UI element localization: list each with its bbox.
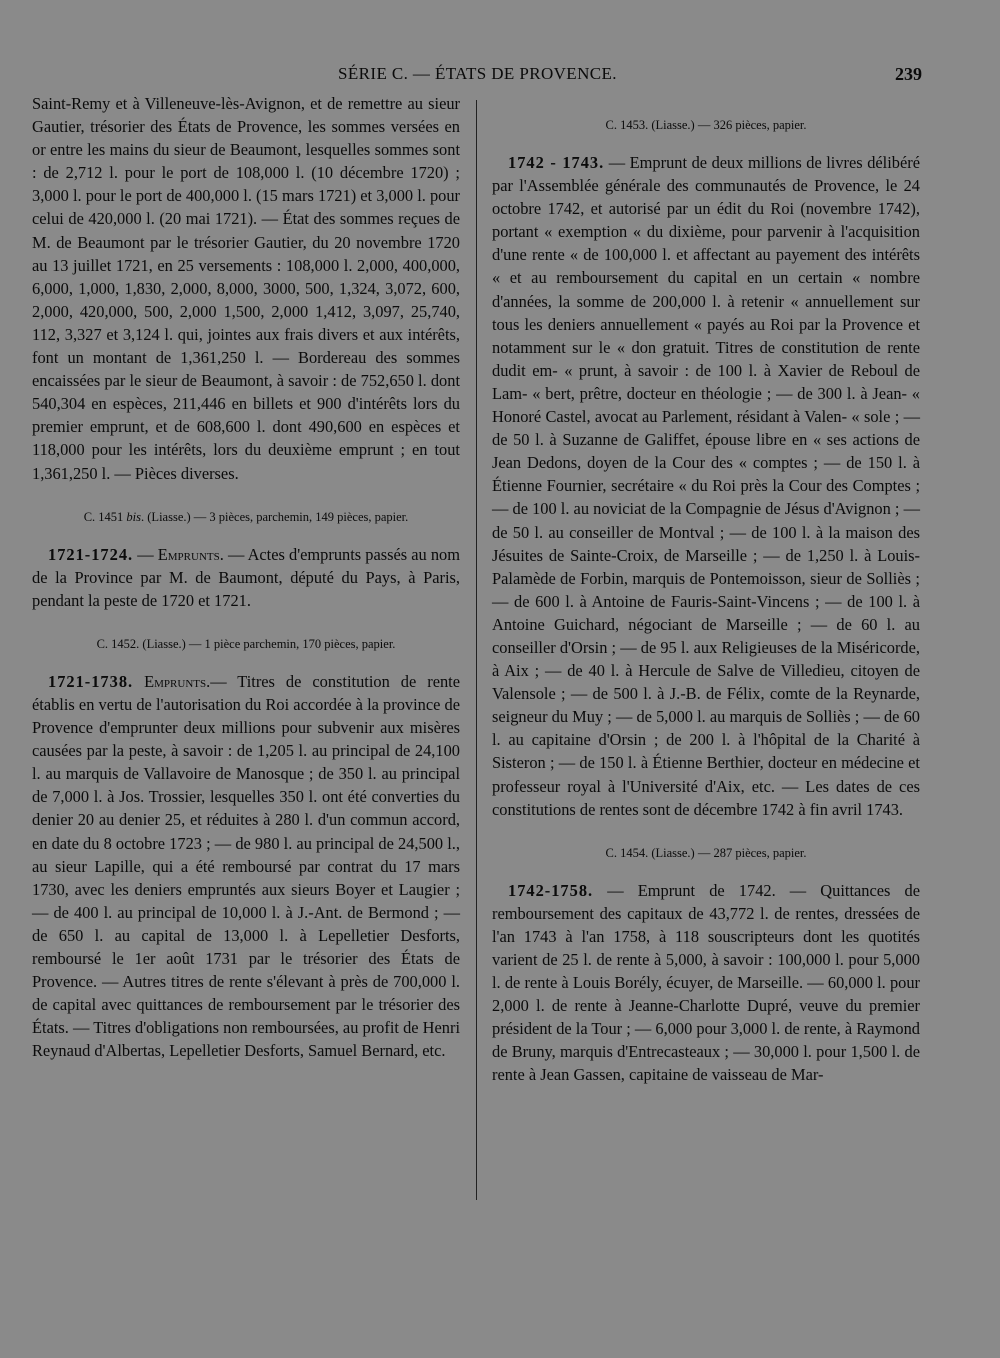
entry-text: — Emprunt de 1742. — Quittances de remboursement des capitaux de 43,772 l. de rentes, dressées de l'an 1743 à l'an 1758, à 118 souscripteurs dont les quotités varient de 25 l. de rente à 5,000, à savoir : 100,000 l. pour 5,000 l. de rente à Louis Borély, écuyer, de Marseille. — 60,000 l. pour 2,000 l. de rente à Jeanne-Charlotte Dupré, veuve du premier président de la Tour ; — 6,000 pour 3,000 l. de rente, à Raymond de Bruny, marquis d'Entrecasteaux ; — 30,000 l. pour 1,500 l. de rente à Jean Gassen, capitaine de vaisseau de Mar- <box>492 880 920 1085</box>
entry-1742-1758 <box>492 879 920 1087</box>
cote-rest: . (Liasse.) — 3 pièces, parchemin, 149 pièces, papier. <box>141 509 409 524</box>
right-column <box>492 117 920 1087</box>
entry-text: — Actes d'emprunts passés au nom de la Province par M. de Baumont, député du Pays, à Paris, pendant la peste de 1720 et 1721. <box>32 544 461 610</box>
archive-reference-c1452: C. 1452. (Liasse.) — 1 pièce parchemin, 170 pièces, papier. <box>96 636 396 651</box>
entry-text: — Titres de constitution de rente établis en vertu de l'autorisation du Roi accordée à la province de Provence d'emprunter deux millions pour subvenir aux misères causées par la peste, à savoir : de 1,205 l. au principal de 24,100 l. au marquis de Vallavoire de Manosque ; de 350 l. au principal de 7,000 l. à Jos. Trossier, lesquelles 350 l. ont été converties du denier 20 au denier 25, et réduites à 280 l. d'un commun accord, en date du 8 octobre 1723 ; — de 980 l. au principal de 24,500 l., au sieur Lapille, qui a été remboursé par contrat du 17 mars 1730, avec les deniers empruntés aux sieurs Boyer et Laugier ; — de 400 l. au principal de 10,000 l. à J.-Ant. de Bermond ; — de 650 l. au capital de 13,000 l. à Lepelletier Desforts, remboursé le 1er août 1731 par le trésorier des États de Provence. — Autres titres de rente s'élevant à près de 700,000 l. de capital avec quittances de remboursement par le trésorier des États. — Titres d'obligations non remboursées, au profit de Henri Reynaud d'Albertas, Lepelletier Desforts, Samuel Bernard, etc. <box>32 671 460 1061</box>
series-title: SÉRIE C. — ÉTATS DE PROVENCE. <box>338 64 617 83</box>
column-divider <box>476 100 477 1200</box>
entry-date: 1742 - 1743. <box>508 153 605 172</box>
entry-date: 1721-1724. <box>48 544 134 564</box>
cote-bis: bis <box>126 509 142 524</box>
entry-title: Emprunts. <box>157 544 224 564</box>
left-column <box>32 92 460 1062</box>
entry-date: 1721-1738. <box>48 671 134 691</box>
paragraph-continuation: Saint-Remy et à Villeneuve-lès-Avignon, et de remettre au sieur Gautier, trésorier des États de Provence, les sommes versées en or entre les mains du sieur de Beaumont, lesquelles sommes sont : de 2,712 l. pour le port de 108,000 l. (10 décembre 1720) ; 3,000 l. pour le port de 400,000 l. (15 mars 1721) et 3,000 l. pour celui de 420,000 l. (20 mai 1721). — État des sommes reçues de M. de Beaumont par le trésorier Gautier, du 20 novembre 1720 au 13 juillet 1721, en 25 versements : 108,000 l. 2,000, 400,000, 6,000, 1,000, 1,830, 2,000, 8,000, 3000, 500, 1,324, 3,072, 600, 2,000, 420,000, 500, 2,000 1,500, 2,000 1,412, 3,097, 25,740, 112, 3,327 et 3,124 l. qui, jointes aux frais divers et aux intérêts, font un montant de 1,361,250 l. — Bordereau des sommes encaissées par le sieur de Beaumont, à savoir : de 752,650 l. dont 540,304 en espèces, 211,446 en billets et 900 d'intérêts lors du premier emprunt, et de 608,600 l. dont 490,600 en espèces et 118,000 pour les intérêts, lors du deuxième emprunt ; en tout 1,361,250 l. — Pièces diverses. <box>32 94 460 483</box>
entry-date: 1742-1758. <box>508 880 594 900</box>
archive-reference-c1451 <box>32 509 460 525</box>
entry-title: Emprunts. <box>144 671 211 691</box>
cote-ref: C. 1451 <box>83 509 124 524</box>
running-head <box>0 64 1000 90</box>
entry-1721-1738 <box>32 670 460 1063</box>
entry-text: — Emprunt de deux millions de livres délibéré par l'Assemblée générale des communautés de Provence, le 24 octobre 1742, et autorisé par un édit du Roi (novembre 1742), portant « exemption « du dixième, pour parvenir à l'acquisition d'une rente « de 100,000 l. et affectant au payement des intérêts « et au remboursement du capital en un certain « nombre d'années, la somme de 200,000 l. à retenir « annuellement sur tous les deniers annuellement « payés au Roi par la Provence et notamment sur le « don gratuit. Titres de constitution de rente dudit em- « prunt, à savoir : de 100 l. à Xavier de Reboul de Lam- « bert, prêtre, docteur en théologie ; — de 300 l. à Jean- « Honoré Castel, avocat au Parlement, résidant à Valen- « sole ; — de 50 l. à Suzanne de Galiffet, épouse libre en « ses actions de Jean Dedons, doyen de la Cour des « comptes ; — de 150 l. à Étienne Fournier, secrétaire « du Roi près la Cour des Comptes ; — de 100 l. au noviciat de la Compagnie de Jésus d'Avignon ; — de 50 l. au conseiller de Montval ; — de 100 l. à la maison des Jésuites de Sainte-Croix, de Marseille ; — de 1,250 l. à Louis-Palamède de Forbin, marquis de Pontemoisson, sieur de Solliès ; — de 600 l. à Antoine de Fauris-Saint-Vincens ; — de 100 l. à Antoine Guichard, négociant de Marseille ; — de 60 l. au conseiller d'Orsin ; — de 95 l. aux Religieuses de la Miséricorde, à Aix ; — de 40 l. à Hercule de Salve de Villedieu, citoyen de Valensole ; — de 500 l. à J.-B. de Félix, comte de la Reynarde, seigneur du Muy ; — de 5,000 l. au marquis de Solliès ; — de 60 l. au capitaine d'Orsin ; de 200 l. à l'hôpital de la Charité à Sisteron ; — de 150 l. à Étienne Berthier, docteur en médecine et professeur royal à l'Université d'Aix, etc. — Les dates de ces constitutions de rentes sont de décembre 1742 à fin avril 1743. <box>492 153 920 819</box>
entry-1742-1743 <box>492 151 920 821</box>
archive-reference-c1453: C. 1453. (Liasse.) — 326 pièces, papier. <box>605 118 807 132</box>
entry-1721-1724: 1721-1724. — Emprunts. — Actes d'emprunts passés au nom de la Province par M. de Baumont, député du Pays, à Paris, pendant la peste de 1720 et 1721. <box>32 544 461 610</box>
page-number: 239 <box>895 64 922 84</box>
archive-reference-c1454: C. 1454. (Liasse.) — 287 pièces, papier. <box>605 845 807 860</box>
